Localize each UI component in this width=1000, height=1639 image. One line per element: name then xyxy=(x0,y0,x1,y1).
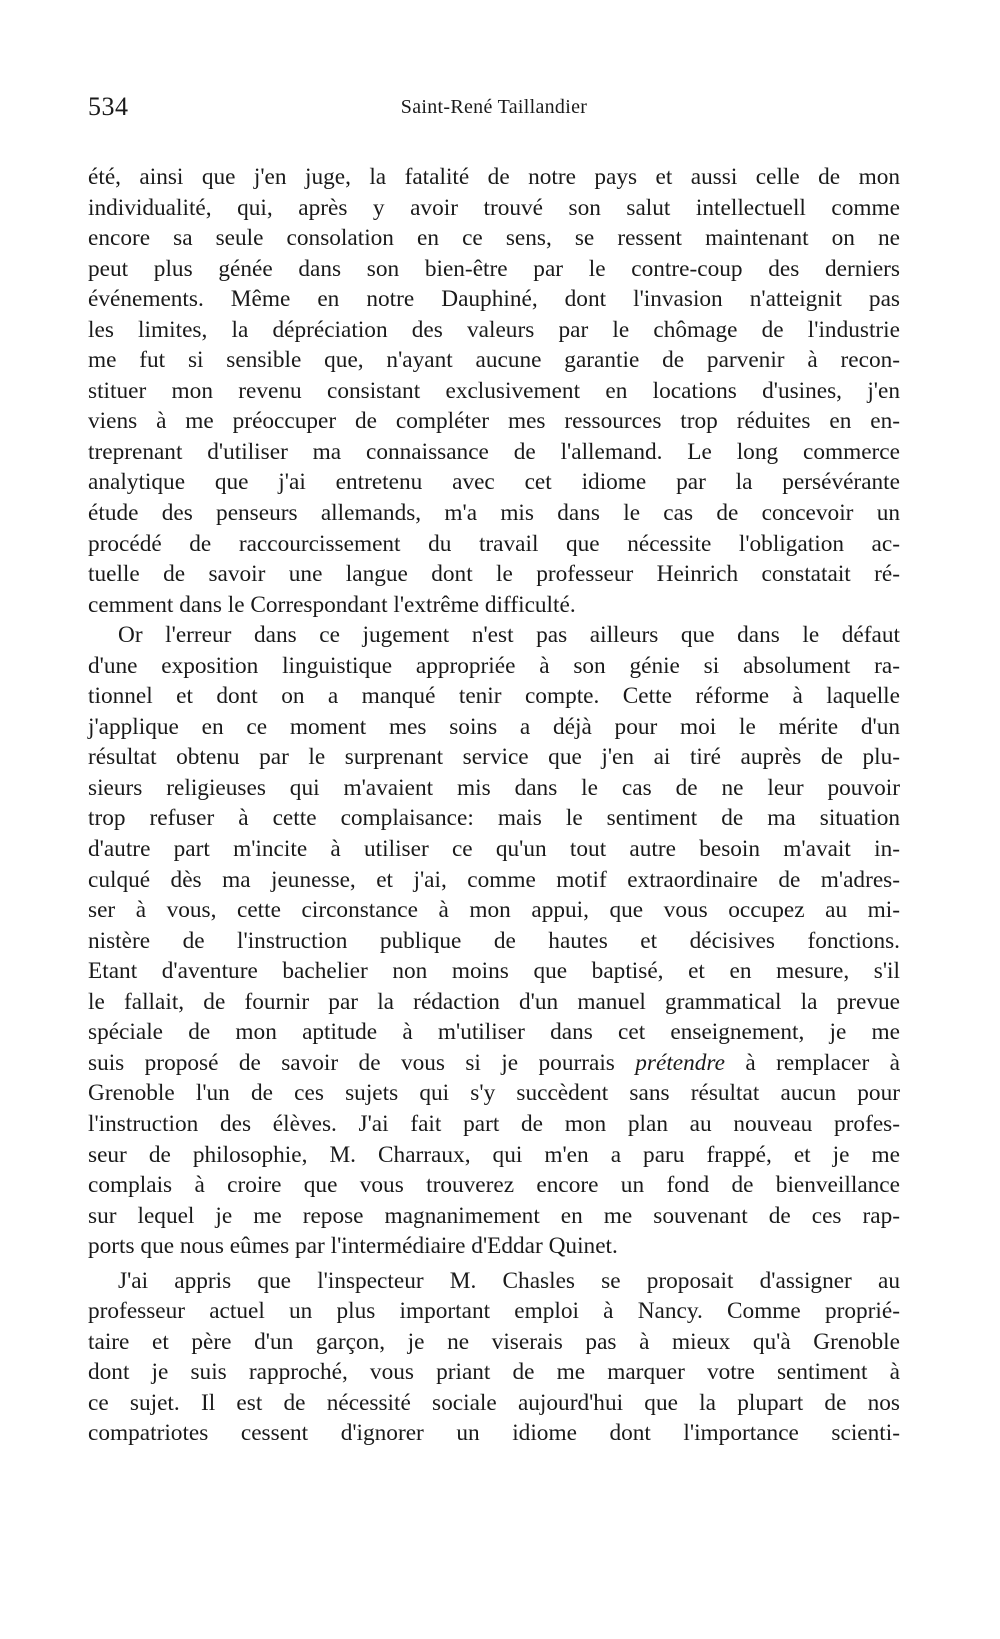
text-segment: suis proposé de savoir de vous si je pourrais xyxy=(88,1049,636,1076)
paragraph-2 xyxy=(88,620,900,1261)
page-number: 534 xyxy=(88,92,129,121)
text-line: seur de philosophie, M. Charraux, qui m'en a paru frappé, et je me xyxy=(88,1141,900,1168)
text-line: culqué dès ma jeunesse, et j'ai, comme motif extraordinaire de m'adres- xyxy=(88,866,900,893)
body-text xyxy=(88,162,900,1449)
text-line: les limites, la dépréciation des valeurs par le chômage de l'industrie xyxy=(88,316,900,343)
text-line: individualité, qui, après y avoir trouvé son salut intellectuell comme xyxy=(88,194,900,221)
text-line: cemment dans le Correspondant l'extrême difficulté. xyxy=(88,591,576,618)
text-line: tuelle de savoir une langue dont le professeur Heinrich constatait ré- xyxy=(88,561,900,588)
text-line: trop refuser à cette complaisance: mais le sentiment de ma situation xyxy=(88,805,900,832)
italic-word: prétendre xyxy=(635,1049,725,1076)
text-line: ports que nous eûmes par l'intermédiaire d'Eddar Quinet. xyxy=(88,1233,618,1260)
text-line: tionnel et dont on a manqué tenir compte. Cette réforme à laquelle xyxy=(88,683,900,710)
text-segment: à remplacer à xyxy=(724,1049,900,1076)
text-line: treprenant d'utiliser ma connaissance de l'allemand. Le long commerce xyxy=(88,438,900,465)
text-line: le fallait, de fournir par la rédaction d'un manuel grammatical la prevue xyxy=(88,988,900,1015)
text-line: stituer mon revenu consistant exclusivement en locations d'usines, j'en xyxy=(88,377,900,404)
text-line: viens à me préoccuper de compléter mes ressources trop réduites en en- xyxy=(88,408,900,435)
text-line: ser à vous, cette circonstance à mon appui, que vous occupez au mi- xyxy=(88,897,900,924)
text-line: étude des penseurs allemands, m'a mis dans le cas de concevoir un xyxy=(88,500,900,527)
text-line: l'instruction des élèves. J'ai fait part de mon plan au nouveau profes- xyxy=(88,1110,900,1137)
paragraph-3 xyxy=(88,1266,900,1449)
running-head: Saint-René Taillandier xyxy=(400,96,588,118)
text-line: professeur actuel un plus important emploi à Nancy. Comme proprié- xyxy=(88,1298,900,1325)
text-line: spéciale de mon aptitude à m'utiliser dans cet enseignement, je me xyxy=(88,1019,900,1046)
text-line: été, ainsi que j'en juge, la fatalité de notre pays et aussi celle de mon xyxy=(88,164,900,190)
text-line: peut plus génée dans son bien-être par le contre-coup des derniers xyxy=(88,255,900,282)
text-line: analytique que j'ai entretenu avec cet idiome par la persévérante xyxy=(88,469,900,496)
text-line: Grenoble l'un de ces sujets qui s'y succèdent sans résultat aucun pour xyxy=(88,1080,900,1107)
text-line: Or l'erreur dans ce jugement n'est pas ailleurs que dans le défaut xyxy=(118,622,900,649)
text-line: J'ai appris que l'inspecteur M. Chasles se proposait d'assigner au xyxy=(118,1267,900,1294)
text-line: compatriotes cessent d'ignorer un idiome dont l'importance scienti- xyxy=(88,1420,900,1447)
page-header xyxy=(88,92,900,132)
text-line: d'une exposition linguistique appropriée à son génie si absolument ra- xyxy=(88,652,900,679)
text-line: taire et père d'un garçon, je ne viserais pas à mieux qu'à Grenoble xyxy=(88,1328,900,1355)
text-line: nistère de l'instruction publique de hautes et décisives fonctions. xyxy=(88,927,900,954)
text-line: ce sujet. Il est de nécessité sociale aujourd'hui que la plupart de nos xyxy=(88,1389,900,1416)
text-line-with-italic xyxy=(88,1048,900,1079)
text-line: d'autre part m'incite à utiliser ce qu'un tout autre besoin m'avait in- xyxy=(88,836,900,863)
text-line: procédé de raccourcissement du travail que nécessite l'obligation ac- xyxy=(88,530,900,557)
text-line: Etant d'aventure bachelier non moins que baptisé, et en mesure, s'il xyxy=(88,958,900,985)
text-line: dont je suis rapproché, vous priant de me marquer votre sentiment à xyxy=(88,1359,900,1386)
text-line: sieurs religieuses qui m'avaient mis dans le cas de ne leur pouvoir xyxy=(88,774,900,801)
text-line: encore sa seule consolation en ce sens, se ressent maintenant on ne xyxy=(88,225,900,252)
text-line: événements. Même en notre Dauphiné, dont l'invasion n'atteignit pas xyxy=(88,286,900,313)
text-line: sur lequel je me repose magnanimement en me souvenant de ces rap- xyxy=(88,1202,900,1229)
text-line: j'applique en ce moment mes soins a déjà pour moi le mérite d'un xyxy=(88,713,900,740)
paragraph-1 xyxy=(88,162,900,620)
text-line: me fut si sensible que, n'ayant aucune garantie de parvenir à recon- xyxy=(88,347,900,374)
text-line: complais à croire que vous trouverez encore un fond de bienveillance xyxy=(88,1172,900,1199)
text-line: résultat obtenu par le surprenant service que j'en ai tiré auprès de plu- xyxy=(88,744,900,771)
